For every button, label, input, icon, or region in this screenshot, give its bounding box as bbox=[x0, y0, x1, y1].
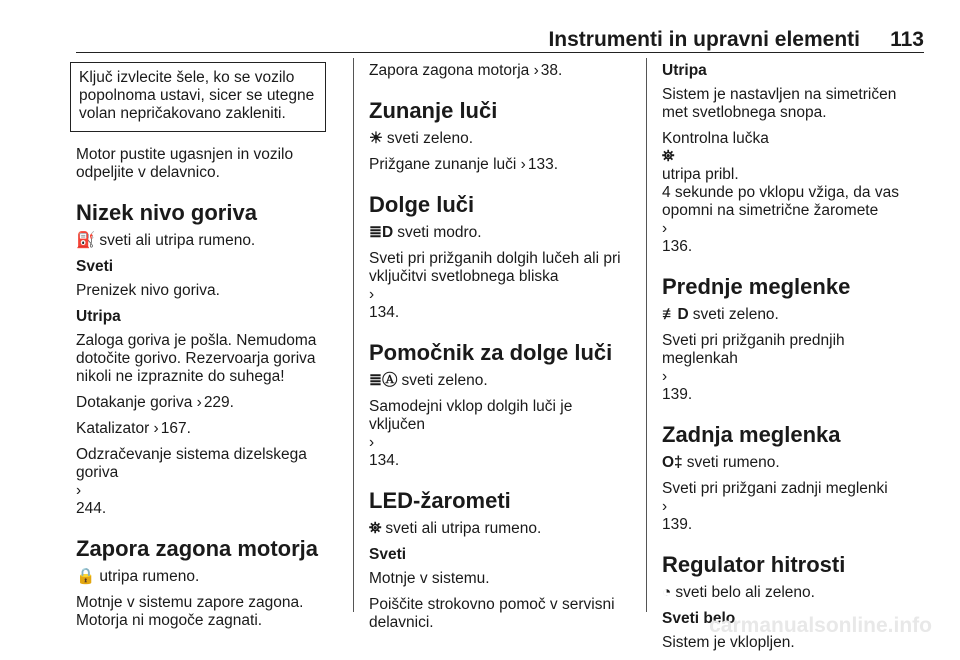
heading-immobilizer: Zapora zagona motorja bbox=[76, 536, 319, 561]
text-line: Sveti pri prižganih dolgih lučeh ali pri bbox=[369, 250, 621, 267]
paragraph bbox=[662, 480, 924, 534]
status-text: sveti zeleno. bbox=[401, 372, 488, 389]
heading-rear-fog: Zadnja meglenka bbox=[662, 422, 841, 447]
note-box bbox=[70, 62, 326, 132]
subheading-sveti-belo: Sveti belo bbox=[662, 610, 736, 627]
led-headlight-icon: ⛯ bbox=[662, 148, 675, 165]
text-line: vključen bbox=[369, 416, 425, 433]
text-line: met svetlobnega snopa. bbox=[662, 104, 827, 121]
paragraph: Prenizek nivo goriva. bbox=[76, 282, 220, 299]
paragraph bbox=[662, 130, 924, 256]
status-text: sveti zeleno. bbox=[386, 130, 474, 147]
subheading-sveti: Sveti bbox=[369, 546, 407, 563]
heading-front-fog: Prednje meglenke bbox=[662, 274, 851, 299]
rear-fog-lamp-icon: O‡ bbox=[662, 454, 683, 471]
text-line: utripa pribl. bbox=[662, 166, 739, 183]
page-number: 113 bbox=[890, 28, 924, 51]
page-ref[interactable]: 167. bbox=[160, 420, 191, 437]
ref-text: Prižgane zunanje luči bbox=[369, 156, 517, 173]
page-ref[interactable]: 244. bbox=[76, 500, 107, 517]
text-line: Motnje v sistemu zapore zagona. bbox=[76, 594, 304, 611]
page-ref-icon: › bbox=[153, 420, 159, 437]
text-line: nikoli ne izpraznite do suhega! bbox=[76, 368, 285, 385]
column-divider bbox=[646, 58, 647, 612]
heading-led-headlights: LED-žarometi bbox=[369, 488, 511, 513]
page-ref[interactable]: 38. bbox=[540, 62, 563, 79]
paragraph: Motnje v sistemu. bbox=[369, 570, 490, 587]
status-text: utripa rumeno. bbox=[99, 568, 200, 585]
status-text: sveti belo ali zeleno. bbox=[675, 584, 815, 601]
page-ref-icon: › bbox=[533, 62, 539, 79]
status-text: sveti ali utripa rumeno. bbox=[385, 520, 542, 537]
paragraph bbox=[369, 596, 631, 632]
page-ref-icon: › bbox=[369, 434, 375, 451]
paragraph bbox=[369, 250, 631, 322]
column-1 bbox=[76, 62, 338, 638]
text-line: Motor pustite ugasnjen in vozilo bbox=[76, 146, 294, 163]
text-line: Motorja ni mogoče zagnati. bbox=[76, 612, 263, 629]
text-line: delavnici. bbox=[369, 614, 434, 631]
page-ref[interactable]: 139. bbox=[662, 516, 693, 533]
page-ref[interactable]: 229. bbox=[203, 394, 234, 411]
status-text: sveti ali utripa rumeno. bbox=[99, 232, 256, 249]
text-line: Sistem je nastavljen na simetričen bbox=[662, 86, 897, 103]
front-fog-lamp-icon: ≢D bbox=[662, 306, 689, 323]
page-ref[interactable]: 134. bbox=[369, 452, 400, 469]
note-line: volan nepričakovano zakleniti. bbox=[79, 105, 286, 122]
paragraph bbox=[76, 594, 338, 630]
ref-text: Katalizator bbox=[76, 420, 150, 437]
page-ref-icon: › bbox=[662, 368, 668, 385]
text-line: Zaloga goriva je pošla. Nemudoma bbox=[76, 332, 317, 349]
high-beam-icon: ≣D bbox=[369, 224, 394, 241]
column-2 bbox=[369, 62, 631, 640]
status-text: sveti rumeno. bbox=[686, 454, 780, 471]
paragraph bbox=[76, 446, 338, 518]
subheading-sveti: Sveti bbox=[76, 258, 114, 275]
page-ref[interactable]: 139. bbox=[662, 386, 693, 403]
page-ref[interactable]: 136. bbox=[662, 238, 693, 255]
text-line: Sveti pri prižganih prednjih bbox=[662, 332, 845, 349]
high-beam-assist-icon: ≣Ⓐ bbox=[369, 372, 398, 389]
ref-text: Dotakanje goriva bbox=[76, 394, 193, 411]
text-line: odpeljite v delavnico. bbox=[76, 164, 220, 181]
page-ref-icon: › bbox=[520, 156, 526, 173]
heading-high-beam-assist: Pomočnik za dolge luči bbox=[369, 340, 613, 365]
paragraph: Sistem je vklopljen. bbox=[662, 634, 795, 651]
page-ref-icon: › bbox=[662, 498, 668, 515]
paragraph bbox=[662, 86, 924, 122]
status-text: sveti zeleno. bbox=[692, 306, 779, 323]
text-line: Kontrolna lučka bbox=[662, 130, 769, 147]
page-ref-icon: › bbox=[369, 286, 375, 303]
column-3 bbox=[662, 62, 924, 660]
heading-high-beam: Dolge luči bbox=[369, 192, 475, 217]
paragraph bbox=[76, 332, 338, 386]
watermark: carmanualsonline.info bbox=[709, 614, 932, 637]
page-ref-icon: › bbox=[76, 482, 82, 499]
page-ref[interactable]: 133. bbox=[527, 156, 558, 173]
text-line: vključitvi svetlobnega bliska bbox=[369, 268, 559, 285]
immobilizer-icon: 🔒 bbox=[76, 568, 96, 585]
cruise-control-icon: ◔ bbox=[662, 584, 672, 601]
led-headlight-icon: ⛯ bbox=[369, 520, 382, 537]
page-ref-icon: › bbox=[662, 220, 668, 237]
subheading-utripa: Utripa bbox=[76, 308, 121, 325]
page-ref[interactable]: 134. bbox=[369, 304, 400, 321]
page-ref-icon: › bbox=[196, 394, 202, 411]
paragraph bbox=[76, 146, 338, 182]
text-line: opomni na simetrične žaromete bbox=[662, 202, 879, 219]
text-line: Sveti pri prižgani zadnji meglenki bbox=[662, 480, 888, 497]
text-line: 4 sekunde po vklopu vžiga, da vas bbox=[662, 184, 899, 201]
fuel-pump-icon: ⛽ bbox=[76, 232, 96, 249]
paragraph bbox=[662, 332, 924, 404]
text-line: Samodejni vklop dolgih luči je bbox=[369, 398, 573, 415]
status-text: sveti modro. bbox=[397, 224, 482, 241]
text-line: goriva bbox=[76, 464, 119, 481]
paragraph bbox=[369, 398, 631, 470]
heading-low-fuel: Nizek nivo goriva bbox=[76, 200, 257, 225]
exterior-lights-icon: ☀ bbox=[369, 130, 383, 147]
page-header-title: Instrumenti in upravni elementi bbox=[548, 28, 860, 51]
heading-exterior-lights: Zunanje luči bbox=[369, 98, 498, 123]
heading-cruise-control: Regulator hitrosti bbox=[662, 552, 846, 577]
text-line: dotočite gorivo. Rezervoarja goriva bbox=[76, 350, 316, 367]
text-line: meglenkah bbox=[662, 350, 738, 367]
note-line: popolnoma ustavi, sicer se utegne bbox=[79, 87, 315, 104]
column-divider bbox=[353, 58, 354, 612]
subheading-utripa: Utripa bbox=[662, 62, 707, 79]
note-line: Ključ izvlecite šele, ko se vozilo bbox=[79, 69, 295, 86]
ref-text: Zapora zagona motorja bbox=[369, 62, 530, 79]
header-rule bbox=[76, 52, 924, 53]
text-line: Odzračevanje sistema dizelskega bbox=[76, 446, 307, 463]
text-line: Poiščite strokovno pomoč v servisni bbox=[369, 596, 615, 613]
